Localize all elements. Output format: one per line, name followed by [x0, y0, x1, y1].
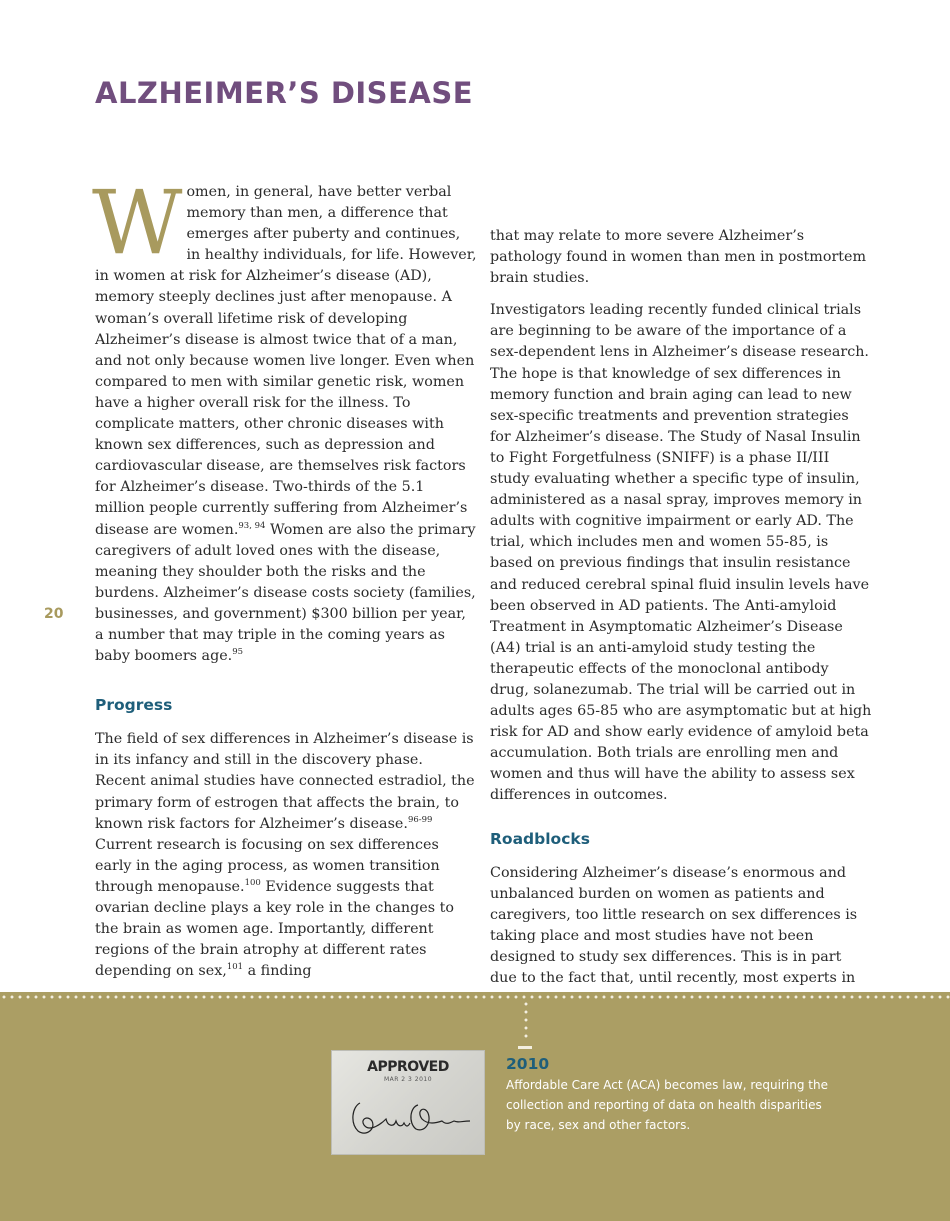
- intro-text: omen, in general, have better verbal memory than men, a difference that emerges after puberty and continues, in healthy individuals, for life. However, in women at risk for Alzheimer’s disease (AD), memory steeply declines just after menopause. A woman’s overall lifetime risk of developing Alzheimer’s disease is almost twice that of a man, and not only because women live longer. Even when compared to men with similar genetic risk, women have a higher overall risk for the illness. To complicate matters, other chronic diseases with known sex differences, such as depression and cardiovascular disease, are themselves risk factors for Alzheimer’s disease. Two-thirds of the 5.1 million people currently suffering from Alzheimer’s disease are women.: [95, 184, 477, 538]
- footnote-ref: 96-99: [407, 814, 433, 825]
- investigators-paragraph: Investigators leading recently funded clinical trials are beginning to be aware of the importance of a sex-dependent lens in Alzheimer’s disease research. The hope is that knowledge of sex differences in memory function and brain aging can lead to new sex-specific treatments and prevention strategies for Alzheimer’s disease. The Study of Nasal Insulin to Fight Forgetfulness (SNIFF) is a phase II/III study evaluating whether a specific type of insulin, administered as a nasal spray, improves memory in adults with cognitive impairment or early AD. The trial, which includes men and women 55-85, is based on previous findings that insulin resistance and reduced cerebral spinal fluid insulin levels have been observed in AD patients. The Anti-amyloid Treatment in Asymptomatic Alzheimer’s Disease (A4) trial is an anti-amyloid study testing the therapeutic effects of the monoclonal antibody drug, solanezumab. The trial will be carried out in adults ages 65-85 who are asymptomatic but at high risk for AD and show early evidence of amyloid beta accumulation. Both trials are enrolling men and women and thus will have the ability to assess sex differences in outcomes.: [490, 302, 872, 804]
- footnote-ref: 93, 94: [238, 520, 266, 531]
- timeline-connector: [523, 1000, 529, 1040]
- right-column: [490, 226, 872, 1031]
- approved-date: MAR 2 3 2010: [383, 1076, 433, 1083]
- progress-text: The field of sex differences in Alzheimer’s disease is in its infancy and still in the discovery phase. Recent animal studies have connected estradiol, the primary form of estrogen that affects the brain, to known risk factors for Alzheimer’s disease.: [95, 731, 475, 832]
- footnote-ref: 101: [226, 962, 244, 973]
- timeline-tick: [518, 1046, 532, 1049]
- footnote-ref: 95: [232, 647, 244, 658]
- approved-document-image: [331, 1050, 485, 1155]
- approved-stamp: APPROVED: [367, 1059, 449, 1075]
- timeline-year: 2010: [506, 1055, 550, 1073]
- page-title: ALZHEIMER’S DISEASE: [95, 76, 474, 110]
- timeline-event: Affordable Care Act (ACA) becomes law, requiring the collection and reporting of data on health disparities by race, sex and other factors.: [506, 1078, 828, 1132]
- progress-text: Evidence suggests that ovarian decline plays a key role in the changes to the brain as women age. Importantly, different regions of the brain atrophy at different rates depending on sex,: [95, 878, 454, 980]
- roadblocks-heading: Roadblocks: [490, 829, 590, 848]
- page-number: 20: [44, 606, 64, 622]
- left-column: [92, 171, 477, 982]
- progress-heading: Progress: [95, 696, 173, 715]
- intro-paragraph: [92, 171, 477, 667]
- roadblocks-paragraph: Considering Alzheimer’s disease’s enormous and unbalanced burden on women as patients and caregivers, too little research on sex differences is taking place and most studies have not been designed to study sex differences. This is in part due to the fact that, until recently, most experts in: [490, 864, 858, 987]
- intro-text-2: Women are also the primary caregivers of adult loved ones with the disease, meaning they shoulder both the risks and the burdens. Alzheimer’s disease costs society (families, businesses, and government) $300 billion per year, a number that may triple in the coming years as baby boomers age.: [95, 521, 476, 665]
- signature-icon: [346, 1093, 472, 1143]
- progress-text: Current research is focusing on sex differences early in the aging process, as women transition through menopause.: [95, 836, 440, 895]
- progress-text: a finding: [243, 963, 312, 980]
- footnote-ref: 100: [244, 878, 261, 889]
- timeline-dotted-line: [0, 995, 950, 999]
- drop-cap: W: [92, 171, 183, 274]
- continuation-paragraph: that may relate to more severe Alzheimer’s pathology found in women than men in postmortem brain studies.: [490, 228, 867, 287]
- progress-paragraph: [95, 729, 477, 982]
